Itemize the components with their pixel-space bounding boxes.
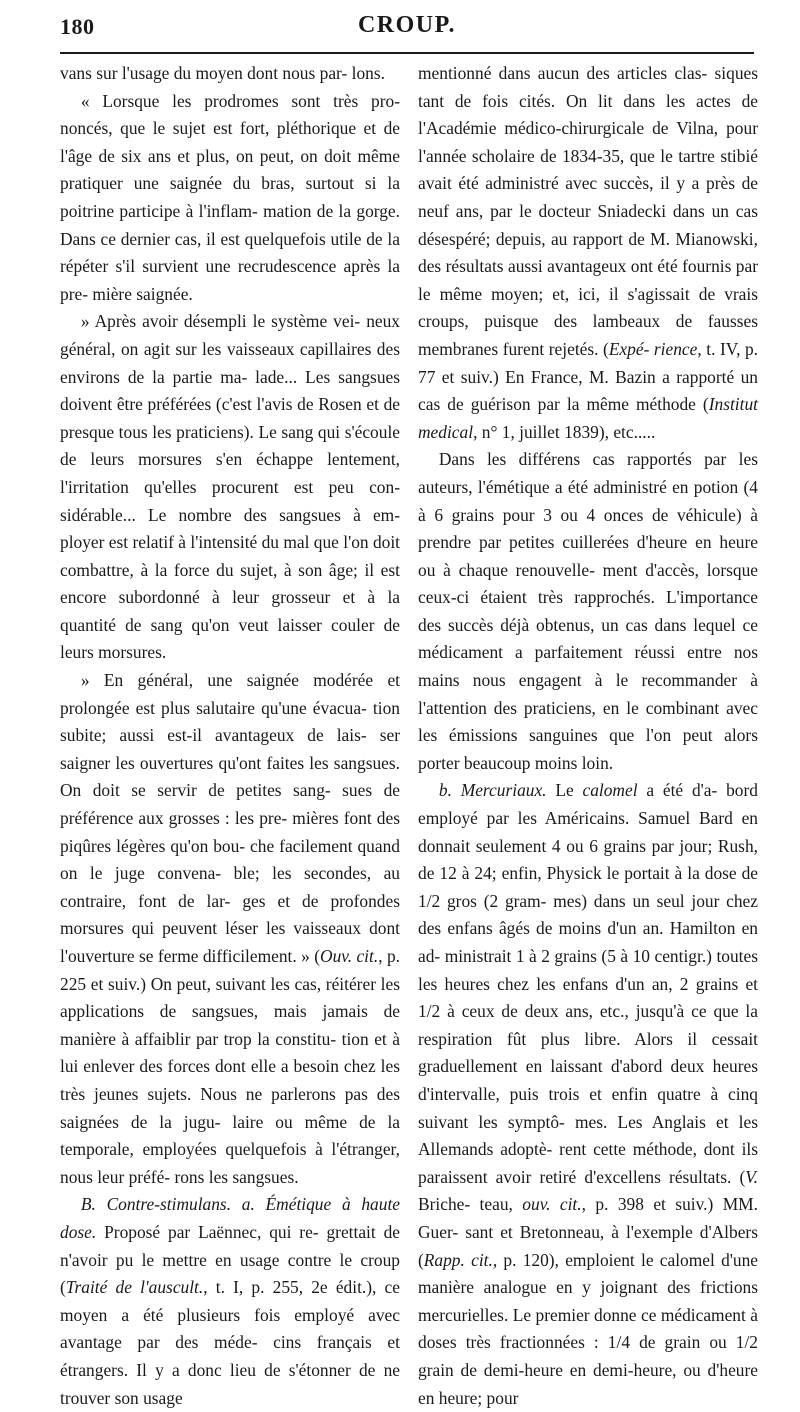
citation: V. (745, 1166, 758, 1187)
paragraph: « Lorsque les prodromes sont très pro- noncés, que le sujet est fort, pléthorique et de l'âge de six ans et plus, on peut, on doit même pratiquer une saignée du bras, surtout si la poitrine participe à l'inflam- mation de la gorge. Dans ce dernier cas, il est quelquefois utile de la répéter s'il survient une recrudescence après la pre- mière saignée. (60, 90, 400, 304)
citation: ouv. cit. (522, 1194, 582, 1215)
page-header (60, 8, 754, 50)
right-column (418, 60, 758, 1412)
paragraph: mentionné dans aucun des articles clas- siques tant de fois cités. On lit dans les actes de l'Académie médico-chirurgicale de Vilna, pour l'année scholaire de 1834-35, que le tartre stibié avait été administré avec succès, il y a près de neuf ans, par le docteur Sniadecki dans un cas désespéré; depuis, au rapport de M. Mianowski, des résultats aussi avantageux ont été fournis par le même moyen; et, ici, il s'agissait de vrais croups, puisque des lambeaux de fausses membranes furent rejetés. (Expé- rience, t. IV, p. 77 et suiv.) En France, M. Bazin a rapporté un cas de guérison par la même méthode (Institut medical, n° 1, juillet 1839), etc..... (418, 63, 758, 442)
paragraph: » Après avoir désempli le système vei- neux général, on agit sur les vaisseaux capillaires des environs de la partie ma- lade... Les sangsues doivent être préférées (c'est l'avis de Rosen et de presque tous les praticiens). Le sang qui s'écoule de leurs morsures s'en échappe lentement, l'irritation qu'elles procurent est peu con- sidérable... Le nombre des sangsues à em- ployer est relatif à l'intensité du mal que l'on doit combattre, à la force du sujet, à son âge; il est encore subordonné à leur grosseur et à la quantité de sang qu'on veut laisser couler de leurs morsures. (60, 311, 400, 663)
left-column (60, 60, 400, 1412)
section-heading: B. Contre-stimulans. a. Émétique à haute dose. (60, 1194, 400, 1242)
citation: Expé- rience (608, 338, 698, 359)
citation: Ouv. cit. (320, 946, 379, 966)
section-paragraph: b. Mercuriaux. Le calomel a été d'a- bord employé par les Américains. Samuel Bard en donnait seulement 4 ou 6 grains par jour; Rush, de 12 à 24; enfin, Physick le portait à la dose de 1/2 gros (2 gram- mes) dans un seul jour chez des enfans âgés de moins d'un an. Hamilton en ad- ministrait 1 à 2 grains (5 à 10 centigr.) toutes les heures chez les enfans d'un an, 2 grains et 1/2 à ceux de deux ans, etc., jusqu'à ce que la respiration fût plus libre. Alors il cessait graduellement en laissant d'abord deux heures d'intervalle, puis trois et enfin quatre à cinq suivant les symptô- mes. Les Anglais et les Allemands adoptè- rent cette méthode, dont ils paraissent avoir retiré d'excellens résultats. (V. Briche- teau, ouv. cit., p. 398 et suiv.) MM. Guer- sant et Bretonneau, à l'exemple d'Albers (Rapp. cit., p. 120), emploient le calomel d'une manière analogue en y joignant des frictions mercurielles. Le premier donne ce médicament à doses très fractionnées : 1/4 de grain ou 1/2 grain de demi-heure en demi-heure, ou d'heure en heure; pour (418, 780, 759, 1408)
header-rule (60, 52, 754, 54)
citation: Rapp. cit. (423, 1249, 493, 1270)
section-heading: b. Mercuriaux. (438, 780, 547, 801)
citation: Institut medical (418, 394, 758, 442)
paragraph: Dans les différens cas rapportés par les auteurs, l'émétique a été administré en potion (4 à 6 grains pour 3 ou 4 onces de véhicule) à prendre par petites cuillerées d'heure en heure ou à chaque renouvelle- ment d'accès, lorsque ceux-ci étaient très rapprochés. L'importance des succès déjà obtenus, un cas dans lequel ce médicament a parfaitement réussi entre nos mains nous engagent à le recommander à l'attention des praticiens, en le combinant avec les émissions sanguines que l'on peut alors porter beaucoup moins loin. (418, 449, 758, 773)
paragraph: vans sur l'usage du moyen dont nous par- lons. (60, 63, 385, 83)
citation: Traité de l'auscult. (65, 1277, 204, 1298)
term: calomel (582, 780, 638, 801)
section-paragraph: B. Contre-stimulans. a. Émétique à haute dose. Proposé par Laënnec, qui re- grettait de n'avoir pu le mettre en usage contre le croup (Traité de l'auscult., t. I, p. 255, 2e édit.), ce moyen a été plusieurs fois employé avec avantage par des méde- cins français et étrangers. Il y a donc lieu de s'étonner de ne trouver son usage (60, 1194, 400, 1408)
page-number: 180 (60, 14, 95, 39)
paragraph: » En général, une saignée modérée et prolongée est plus salutaire qu'une évacua- tion subite; aussi est-il avantageux de lais- ser saigner les ouvertures qu'ont faites les sangsues. On doit se servir de petites sang- sues de préférence aux grosses : les pre- mières font des piqûres légères qu'on bou- che facilement quand on le juge convena- ble; les secondes, au contraire, font de lar- ges et de profondes morsures qui peuvent léser les vaisseaux dont l'ouverture se ferme difficilement. » (Ouv. cit., p. 225 et suiv.) On peut, suivant les cas, réitérer les applications de sangsues, mais jamais de manière à affaiblir par trop la constitu- tion et à lui enlever des forces dont elle a besoin chez les très jeunes sujets. Nous ne parlerons pas des saignées de la jugu- laire ou même de la temporale, employées quelquefois à l'étranger, nous leur préfé- rons les sangsues. (60, 670, 400, 1187)
running-head: CROUP. (357, 12, 457, 38)
